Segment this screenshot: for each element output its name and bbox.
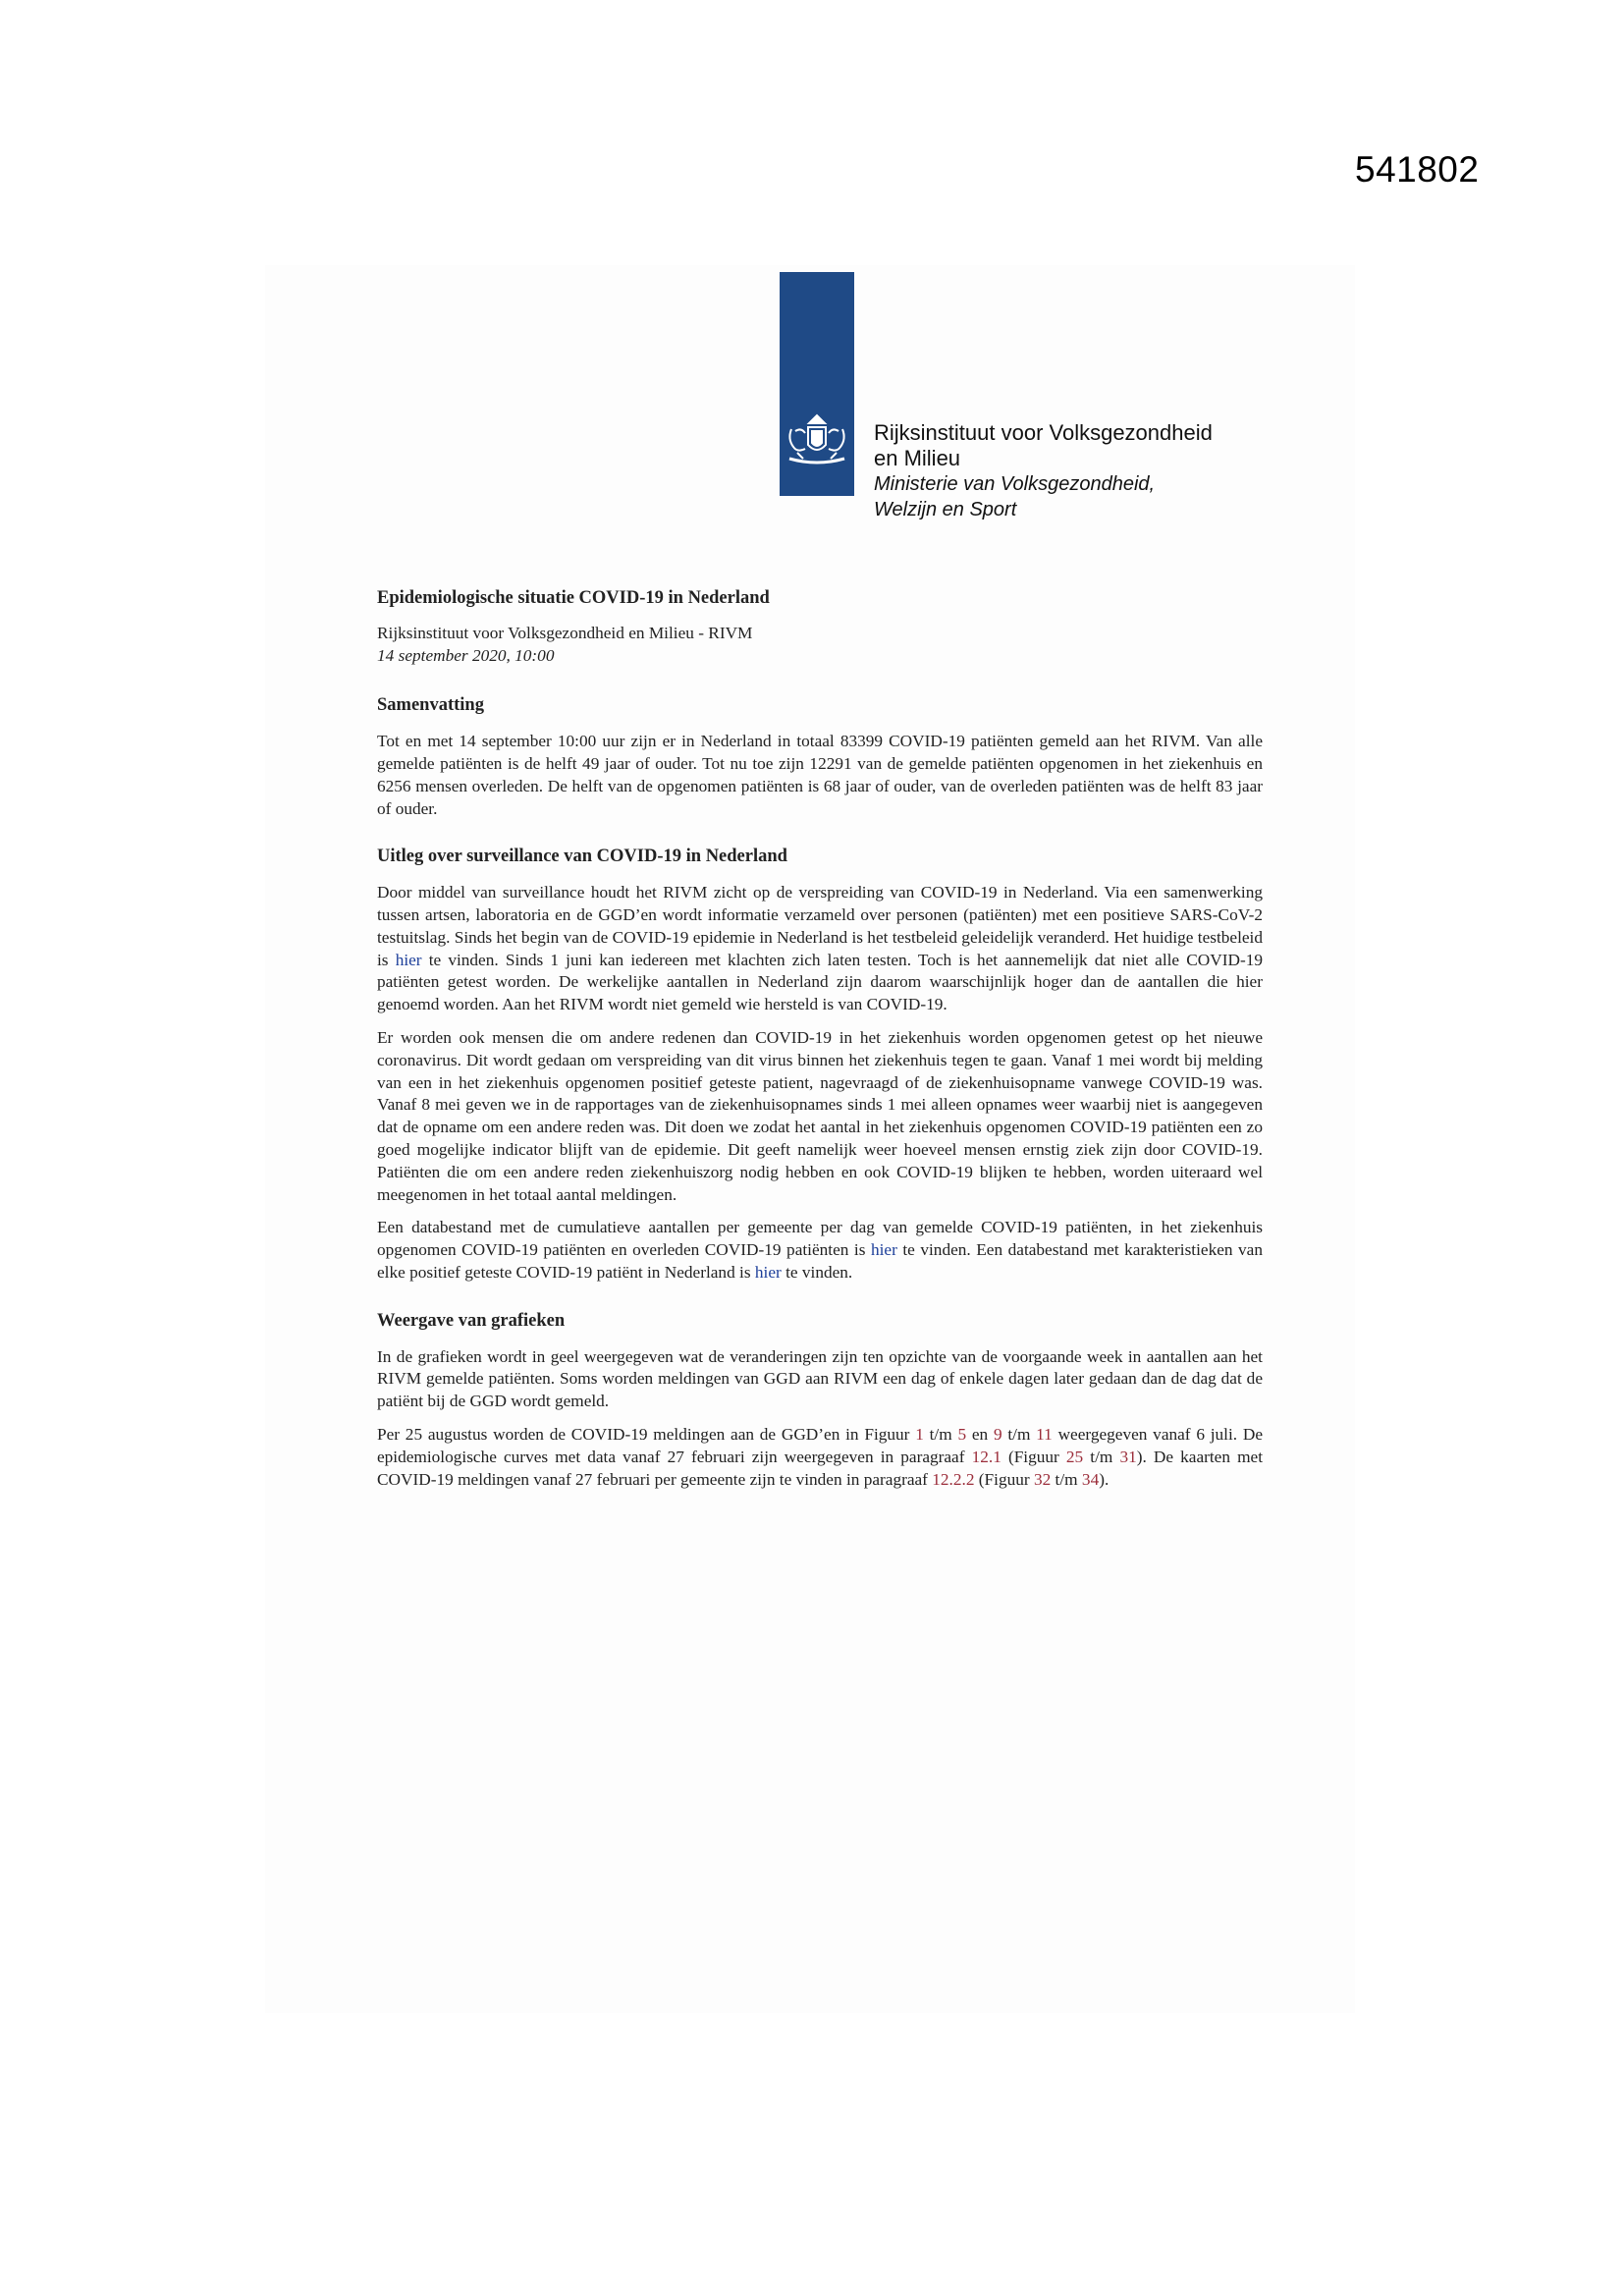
surveillance-heading: Uitleg over surveillance van COVID-19 in Nederland bbox=[377, 847, 787, 867]
surveillance-paragraph-3: Een databestand met de cumulatieve aantallen per gemeente per dag van gemelde COVID-19 patiënten, in het ziekenhuis opgenomen COVID-19 patiënten en overleden COVID-19 patiënten is hier te vinden. Een databestand met karakteristieken van elke positief geteste COVID-19 patiënt in Nederland is hier te vinden. bbox=[377, 1218, 1263, 1282]
patient-data-link[interactable]: hier bbox=[754, 1262, 782, 1282]
figure-ref-34[interactable]: 34 bbox=[1081, 1469, 1100, 1489]
figure-ref-1[interactable]: 1 bbox=[915, 1424, 924, 1444]
section-ref-12-2-2[interactable]: 12.2.2 bbox=[932, 1469, 975, 1489]
surveillance-paragraph-2: Er worden ook mensen die om andere redenen dan COVID-19 in het ziekenhuis worden opgenomen getest op het nieuwe coronavirus. Dit wordt gedaan om verspreiding van dit virus binnen het ziekenhuis tegen te gaan. Vanaf 1 mei wordt bij melding van een in het ziekenhuis opgenomen positief geteste patient, nagevraagd of de ziekenhuisopname vanwege COVID-19 was. Vanaf 8 mei geven we in de rapportages van de ziekenhuisopnames sinds 1 mei alleen opnames weer waarbij niet is aangegeven dat de opname om een andere reden was. Dit doen we zodat het aantal in het ziekenhuis opgenomen COVID-19 patiënten een zo goed mogelijke indicator blijft van de epidemie. Dit geeft namelijk weer hoeveel mensen ernstig ziek zijn door COVID-19. Patiënten die om een andere reden ziekenhuiszorg nodig hebben en ook COVID-19 blijken te hebben, worden uiteraard wel meegenomen in het totaal aantal meldingen. bbox=[377, 1027, 1263, 1204]
figure-ref-32[interactable]: 32 bbox=[1033, 1469, 1052, 1489]
municipality-data-link[interactable]: hier bbox=[870, 1240, 897, 1260]
document-number: 541802 bbox=[1355, 149, 1480, 190]
testbeleid-link[interactable]: hier bbox=[395, 950, 422, 969]
ministry-line2: Welzijn en Sport bbox=[874, 499, 1017, 520]
organization-block bbox=[874, 420, 1213, 522]
graphs-heading: Weergave van grafieken bbox=[377, 1310, 566, 1331]
figure-ref-5[interactable]: 5 bbox=[957, 1424, 967, 1444]
report-content bbox=[377, 587, 1263, 1502]
org-name-line2: en Milieu bbox=[874, 446, 961, 470]
report-title: Epidemiologische situatie COVID-19 in Nederland bbox=[377, 588, 770, 608]
figure-ref-11[interactable]: 11 bbox=[1036, 1424, 1053, 1444]
org-name-line1: Rijksinstituut voor Volksgezondheid bbox=[874, 420, 1213, 445]
figure-ref-31[interactable]: 31 bbox=[1119, 1447, 1137, 1466]
section-ref-12-1[interactable]: 12.1 bbox=[971, 1447, 1001, 1466]
ministry-line1: Ministerie van Volksgezondheid, bbox=[874, 473, 1156, 495]
logo-bar bbox=[780, 272, 854, 496]
report-date: 14 september 2020, 10:00 bbox=[377, 645, 555, 665]
figure-ref-9[interactable]: 9 bbox=[993, 1424, 1002, 1444]
summary-heading: Samenvatting bbox=[377, 695, 484, 716]
surveillance-paragraph-1: Door middel van surveillance houdt het RIVM zicht op de verspreiding van COVID-19 in Nederland. Via een samenwerking tussen artsen, laboratoria en de GGD’en wordt informatie verzameld over personen (patiënten) met een positieve SARS-CoV-2 testuitslag. Sinds het begin van de COVID-19 epidemie in Nederland is het testbeleid geleidelijk veranderd. Het huidige testbeleid is hier te vinden. Sinds 1 juni kan iedereen met klachten zich laten testen. Toch is het aannemelijk dat niet alle COVID-19 patiënten getest worden. De werkelijke aantallen in Nederland zijn daarom waarschijnlijk hoger dan de aantallen die hier genoemd worden. Aan het RIVM wordt niet gemeld wie hersteld is van COVID-19. bbox=[377, 883, 1263, 1014]
royal-coat-of-arms-icon bbox=[784, 410, 850, 470]
report-author: Rijksinstituut voor Volksgezondheid en Milieu - RIVM bbox=[377, 623, 753, 642]
figure-ref-25[interactable]: 25 bbox=[1065, 1447, 1084, 1466]
graphs-paragraph-1: In de grafieken wordt in geel weergegeven wat de veranderingen zijn ten opzichte van de voorgaande week in aantallen aan het RIVM gemelde patiënten. Soms worden meldingen van GGD aan RIVM een dag of enkele dagen later gedaan dan de dag dat de patiënt bij de GGD wordt gemeld. bbox=[377, 1346, 1263, 1411]
graphs-paragraph-2: Per 25 augustus worden de COVID-19 meldingen aan de GGD’en in Figuur 1 t/m 5 en 9 t/m 11 weergegeven vanaf 6 juli. De epidemiologische curves met data vanaf 27 februari zijn weergegeven in paragraaf 12.1 (Figuur 25 t/m 31). De kaarten met COVID-19 meldingen vanaf 27 februari per gemeente zijn te vinden in paragraaf 12.2.2 (Figuur 32 t/m 34). bbox=[377, 1424, 1264, 1489]
summary-paragraph: Tot en met 14 september 10:00 uur zijn er in Nederland in totaal 83399 COVID-19 patiënten gemeld aan het RIVM. Van alle gemelde patiënten is de helft 49 jaar of ouder. Tot nu toe zijn 12291 van de gemelde patiënten opgenomen in het ziekenhuis en 6256 mensen overleden. De helft van de opgenomen patiënten is 68 jaar of ouder, van de overleden patiënten was de helft 83 jaar of ouder. bbox=[377, 732, 1263, 818]
